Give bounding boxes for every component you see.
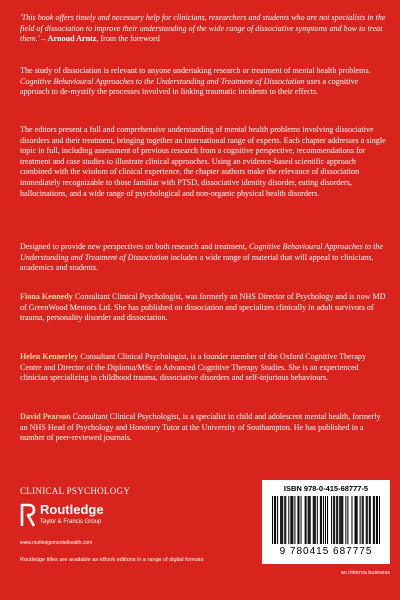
barcode-bar xyxy=(356,496,357,544)
informa-tagline: an informa business xyxy=(340,570,390,576)
barcode-bar xyxy=(274,496,275,544)
editor-bio-text: Consultant Clinical Psychologist, is a specialist in child and adolescent mental health, formerly an NHS Head of Psychology and Honorary Tutor at the University of Southampton. He has published in a number of peer-reviewed journals. xyxy=(20,412,381,443)
barcode-bar xyxy=(351,496,352,544)
barcode-bar xyxy=(376,496,377,544)
barcode-bars xyxy=(272,496,380,544)
barcode-bar xyxy=(308,496,309,544)
barcode-bar xyxy=(357,496,358,544)
barcode-bar xyxy=(374,496,375,544)
barcode-bar xyxy=(315,496,316,544)
barcode-bar xyxy=(336,496,337,544)
barcode-bar xyxy=(369,496,370,544)
routledge-logo xyxy=(20,500,140,532)
quote-text: 'This book offers timely and necessary help for clinicians, researchers and students who are not specialists in the field of dissociation to improve their understanding of the wide range of dissociative symptoms and how to treat them.' xyxy=(20,13,386,44)
barcode-bar xyxy=(320,496,321,544)
barcode-bar xyxy=(363,496,364,544)
editor-bio-text: Consultant Clinical Psychologist, was formerly an NHS Director of Psychology and is now MD of GreenWood Mentors Ltd. She has published on dissociation and specializes clinically in adult survivors of trauma, personality disorder and dissociation. xyxy=(20,292,386,323)
barcode-bar xyxy=(297,496,298,544)
barcode-bar xyxy=(366,496,367,544)
barcode-bar xyxy=(291,496,292,544)
barcode-bar xyxy=(355,496,356,544)
publisher-name: Routledge xyxy=(40,502,104,517)
barcode-bar xyxy=(280,496,281,544)
p1-book-title: Cognitive Behavioural Approaches to the Understanding and Treatment of Dissociation xyxy=(20,76,305,86)
barcode-bar xyxy=(342,496,343,544)
editor-name: Fiona Kennedy xyxy=(20,292,73,301)
barcode-bar xyxy=(325,496,326,544)
editor-bio-kennedy xyxy=(20,292,386,324)
quote-suffix: , from the foreword xyxy=(96,34,160,44)
barcode-bar xyxy=(290,496,291,544)
barcode-bar xyxy=(331,496,332,544)
isbn-text: ISBN 978-0-415-68777-5 xyxy=(283,484,369,493)
barcode-bar xyxy=(281,496,282,544)
barcode-bar xyxy=(317,496,318,544)
barcode-bar xyxy=(362,496,363,544)
barcode-bar xyxy=(309,496,310,544)
barcode-bar xyxy=(292,496,293,544)
barcode-bar xyxy=(294,496,295,544)
blurb-paragraph-2: The editors present a full and comprehensive understanding of mental health problems involving dissociative disorders and their treatment, bringing together an international range of experts. Each chapter addresses a single topic in full, including assessment of previous research from a cognitive perspective, recommendations for treatment and case studies to illustrate clinical approaches. Using an evidence-based scientific approach combined with the wisdom of clinical experience, the chapter authors make the relevance of dissociation immediately recognizable to those familiar with PTSD, dissociative identity disorder, eating disorders, hallucinations, and a wide range of psychological and non-organic physical health disorders. xyxy=(20,125,386,198)
barcode-bar xyxy=(334,496,335,544)
barcode-bar xyxy=(313,496,314,544)
editor-bio-text: Consultant Clinical Psychologist, is a founder member of the Oxford Cognitive Therapy Centre and Director of the Diploma/MSc in Advanced Cognitive Therapy Studies. She is an experienced clinician specializing in childhood trauma, dissociative disorders and self-injurious behaviours. xyxy=(20,352,367,383)
barcode-bar xyxy=(306,496,307,544)
barcode-bar xyxy=(321,496,322,544)
barcode-bar xyxy=(379,496,380,544)
barcode-digits: 9 780415 687775 xyxy=(279,546,373,557)
barcode-bar xyxy=(340,496,341,544)
barcode-bar xyxy=(305,496,306,544)
barcode-bar xyxy=(345,496,346,544)
barcode-bar xyxy=(323,496,324,544)
isbn-barcode xyxy=(262,480,390,564)
barcode-bar xyxy=(347,496,348,544)
barcode-bar xyxy=(314,496,315,544)
editor-name: David Pearson xyxy=(20,412,71,421)
p1-text-b: uses a cognitive approach to de-mystify the processes involved in linking traumatic incidents to their effects. xyxy=(20,76,359,97)
p1-text-a: The study of dissociation is relevant to anyone undertaking research or treatment of mental health problems. xyxy=(20,66,371,75)
quote-dash: – xyxy=(39,34,48,44)
barcode-bar xyxy=(298,496,299,544)
foreword-quote xyxy=(20,13,386,45)
barcode-bar xyxy=(288,496,289,544)
barcode-bar xyxy=(370,496,371,544)
barcode-bar xyxy=(373,496,374,544)
barcode-bar xyxy=(367,496,368,544)
barcode-bar xyxy=(277,496,278,544)
subject-category: CLINICAL PSYCHOLOGY xyxy=(20,486,131,496)
barcode-bar xyxy=(333,496,334,544)
quote-author: Arnoud Arntz xyxy=(47,34,97,44)
barcode-bar xyxy=(275,496,276,544)
barcode-bar xyxy=(377,496,378,544)
barcode-bar xyxy=(285,496,286,544)
barcode-bar xyxy=(327,496,328,544)
barcode-bar xyxy=(337,496,338,544)
editor-bio-kennerley xyxy=(20,352,386,384)
barcode-bar xyxy=(272,496,273,544)
barcode-bar xyxy=(310,496,311,544)
publisher-url: www.routledgementalhealth.com xyxy=(20,540,93,546)
routledge-r-icon xyxy=(20,502,36,528)
p3-book-title: Cognitive Behavioural Approaches to the Understanding and Treatment of Dissociation xyxy=(20,242,384,262)
barcode-bar xyxy=(282,496,283,544)
p3-text-a: Designed to provide new perspectives on both research and treatment, xyxy=(20,242,250,251)
barcode-bar xyxy=(339,496,340,544)
editor-name: Helen Kennerley xyxy=(20,352,79,361)
publisher-group: Taylor & Francis Group xyxy=(40,519,102,525)
barcode-bar xyxy=(360,496,361,544)
blurb-paragraph-3 xyxy=(20,242,386,274)
p3-text-b: includes a wide range of material that will appeal to clinicians, academics and students. xyxy=(20,252,374,273)
barcode-bar xyxy=(284,496,285,544)
barcode-bar xyxy=(341,496,342,544)
blurb-paragraph-1 xyxy=(20,66,386,98)
barcode-bar xyxy=(301,496,302,544)
editor-bio-pearson xyxy=(20,412,386,444)
ebook-notice: Routledge titles are available as eBook editions in a range of digital formats xyxy=(20,557,204,563)
